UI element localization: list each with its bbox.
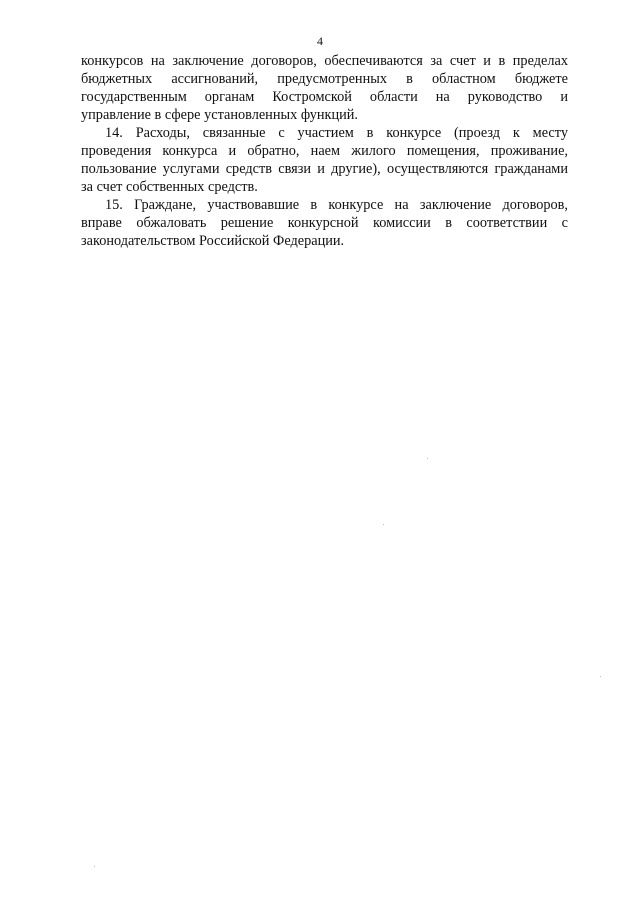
text-line: за счет собственных средств. xyxy=(81,179,258,195)
scan-speck xyxy=(94,866,95,867)
scan-speck xyxy=(383,524,384,525)
paragraph-continuation xyxy=(81,52,568,124)
text-line: пользование услугами средств связи и другие), осуществляются гражданами xyxy=(81,161,568,177)
page-number: 4 xyxy=(317,34,323,48)
text-line: вправе обжаловать решение конкурсной комиссии в соответствии с xyxy=(81,215,568,231)
paragraph-15 xyxy=(81,196,568,250)
paragraph-14 xyxy=(81,124,568,196)
text-line: управление в сфере установленных функций. xyxy=(81,107,358,123)
text-line: законодательством Российской Федерации. xyxy=(81,233,345,249)
scan-speck xyxy=(600,676,601,677)
text-line: конкурсов на заключение договоров, обеспечиваются за счет и в пределах xyxy=(81,53,568,69)
text-line: 15. Граждане, участвовавшие в конкурсе на заключение договоров, xyxy=(105,197,568,213)
text-line: государственным органам Костромской области на руководство и xyxy=(81,89,568,105)
text-line: бюджетных ассигнований, предусмотренных в областном бюджете xyxy=(81,71,568,87)
scan-speck xyxy=(427,458,428,459)
text-line: 14. Расходы, связанные с участием в конкурсе (проезд к месту xyxy=(105,125,568,141)
text-line: проведения конкурса и обратно, наем жилого помещения, проживание, xyxy=(81,143,568,159)
document-body xyxy=(81,52,568,250)
